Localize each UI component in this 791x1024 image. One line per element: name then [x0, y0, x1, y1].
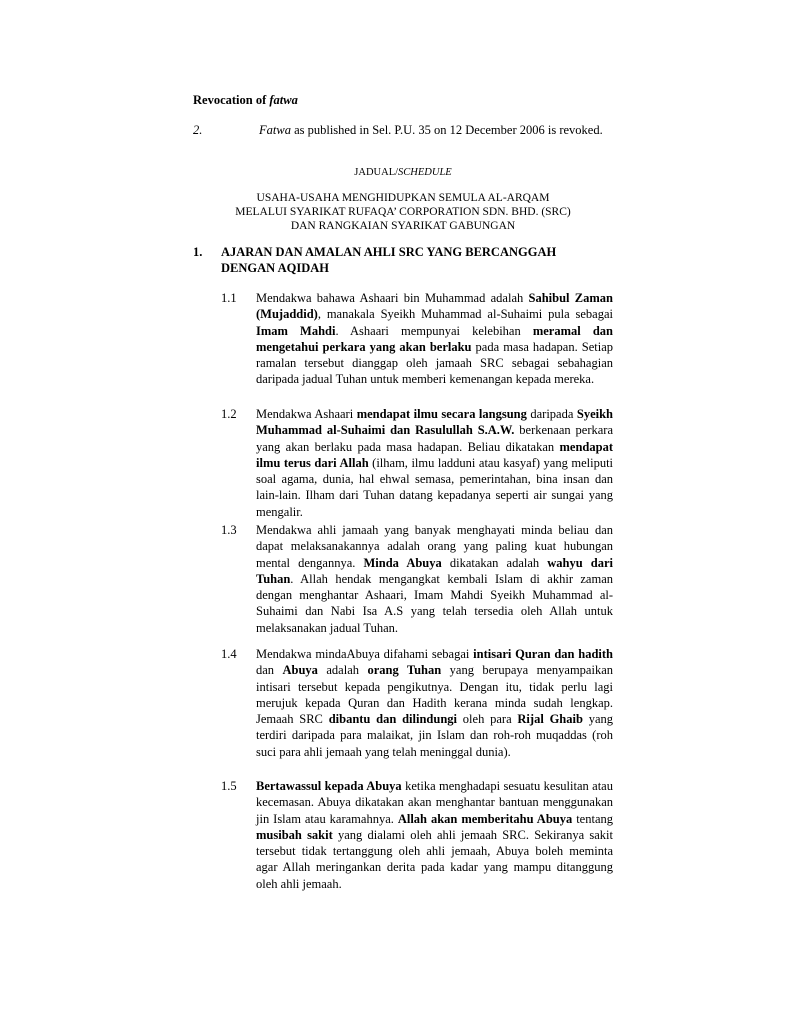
bold-phrase: meramal dan mengetahui perkara yang akan berlaku: [256, 323, 613, 354]
clause-2-text: as published in Sel. P.U. 35 on 12 December 2006 is revoked.: [290, 123, 603, 137]
text-run: . Ashaari mempunyai kelebihan: [335, 323, 533, 338]
bold-phrase: Rijal Ghaib: [517, 712, 583, 727]
text-run: Mendakwa mindaAbuya difahami sebagai: [256, 647, 474, 661]
text-run: Mendakwa bahawa Ashaari bin Muhammad adalah: [256, 291, 529, 305]
text-run: (ilham, ilmu ladduni atau kasyaf) yang meliputi soal agama, dunia, hal ehwal semasa, pemerintahan, bina insan dan lain-lain. Ilham dari Tuhan datang kepadanya seperti air sungai yang mengalir.: [256, 455, 614, 519]
section-1-title: AJARAN DAN AMALAN AHLI SRC YANG BERCANGGAH DENGAN AQIDAH: [221, 245, 557, 275]
schedule-title: [193, 191, 613, 233]
item-number: 1.1: [221, 291, 237, 305]
item-number: 1.2: [221, 407, 237, 421]
schedule-label-italic: SCHEDULE: [398, 167, 452, 178]
text-run: ketika menghadapi sesuatu kesulitan atau kecemasan. Abuya dikatakan akan menghantar bantuan menggunakan jin Islam atau karamahnya.: [256, 779, 613, 826]
section-1-number: 1.: [193, 245, 203, 259]
bold-phrase: Sahibul Zaman (Mujaddid): [256, 291, 613, 322]
text-run: pada masa hadapan. Setiap ramalan tersebut dianggap oleh jamaah SRC sebagai sebahagian daripada jadual Tuhan untuk memberi kemenangan kepada mereka.: [256, 339, 613, 387]
text-run: Mendakwa Ashaari: [256, 407, 357, 421]
item-text: [256, 646, 613, 760]
item-3: [221, 522, 613, 636]
item-text: [256, 290, 613, 388]
item-2: [221, 406, 613, 520]
text-run: tentang: [572, 811, 614, 826]
item-4: [221, 646, 613, 760]
text-run: dikatakan adalah: [441, 555, 548, 570]
bold-phrase: Imam Mahdi: [256, 323, 336, 338]
schedule-title-line-1: USAHA-USAHA MENGHIDUPKAN SEMULA AL-ARQAM: [256, 192, 550, 204]
bold-phrase: wahyu dari Tuhan: [256, 555, 613, 586]
revocation-heading-italic: fatwa: [269, 93, 298, 107]
item-text: [256, 522, 613, 636]
item-1: [221, 290, 613, 388]
text-run: yang terdiri daripada para malaikat, jin Islam dan roh-roh muqaddas (roh suci para ahli jemaah yang telah meninggal dunia).: [256, 712, 614, 759]
text-run: daripada: [526, 407, 577, 421]
bold-phrase: intisari Quran dan hadith: [473, 647, 613, 661]
clause-2: [193, 123, 613, 138]
clause-2-italic: Fatwa: [259, 123, 291, 137]
item-text: [256, 406, 613, 520]
bold-phrase: musibah sakit: [256, 827, 333, 842]
bold-phrase: orang Tuhan: [367, 663, 442, 678]
text-run: Mendakwa ahli jamaah yang banyak menghayati minda beliau dan dapat melaksanakannya adalah orang yang paling kuat hubungan mental dengannya.: [256, 523, 613, 570]
bold-phrase: Bertawassul kepada Abuya: [256, 779, 402, 793]
schedule-title-line-3: DAN RANGKAIAN SYARIKAT GABUNGAN: [290, 220, 516, 232]
item-number: 1.4: [221, 647, 237, 661]
bold-phrase: Abuya: [282, 663, 318, 678]
text-run: . Allah hendak mengangkat kembali Islam di akhir zaman dengan menghantar Ashaari, Imam Mahdi Syeikh Muhammad al- Suhaimi dan Nabi Isa A.S yang telah tersedia oleh Allah untuk melaksanakan jadual Tuhan.: [256, 571, 613, 635]
item-text: [256, 778, 613, 892]
bold-phrase: Minda Abuya: [363, 555, 442, 570]
text-run: yang dialami oleh ahli jemaah SRC. Sekiranya sakit tersebut tidak tertanggung oleh ahli jemaah, Abuya boleh meminta agar Allah meringankan derita pada kadar yang mampu ditanggung oleh ahli jemaah.: [256, 827, 614, 891]
bold-phrase: Allah akan memberitahu Abuya: [397, 811, 573, 826]
item-5: [221, 778, 613, 892]
bold-phrase: dibantu dan dilindungi: [328, 712, 458, 727]
text-run: dan: [256, 663, 283, 678]
schedule-title-line-2: MELALUI SYARIKAT RUFAQA’ CORPORATION SDN. BHD. (SRC): [235, 206, 571, 218]
text-run: oleh para: [457, 712, 518, 727]
schedule-label-text: JADUAL/: [354, 167, 399, 178]
text-run: yang berupaya menyampaikan intisari tersebut kepada pengikutnya. Dengan itu, tidak perlu lagi merujuk kepada Quran dan Hadith kerana minda sudah lengkap. Jemaah SRC: [256, 663, 613, 727]
item-number: 1.5: [221, 779, 237, 793]
section-1-heading: [193, 244, 613, 276]
text-run: berkenaan perkara yang akan berlaku pada masa hadapan. Beliau dikatakan: [256, 423, 614, 454]
revocation-heading: [193, 93, 298, 108]
clause-2-number: 2.: [193, 123, 203, 137]
bold-phrase: Syeikh Muhammad al-Suhaimi dan Rasulullah S.A.W.: [256, 407, 614, 438]
text-run: adalah: [317, 663, 368, 678]
text-run: , manakala Syeikh Muhammad al-Suhaimi pula sebagai: [317, 307, 613, 322]
revocation-heading-bold: Revocation of: [193, 93, 270, 107]
bold-phrase: mendapat ilmu secara langsung: [356, 407, 527, 421]
bold-phrase: mendapat ilmu terus dari Allah: [256, 439, 613, 470]
item-number: 1.3: [221, 523, 237, 537]
schedule-label: [193, 167, 613, 178]
